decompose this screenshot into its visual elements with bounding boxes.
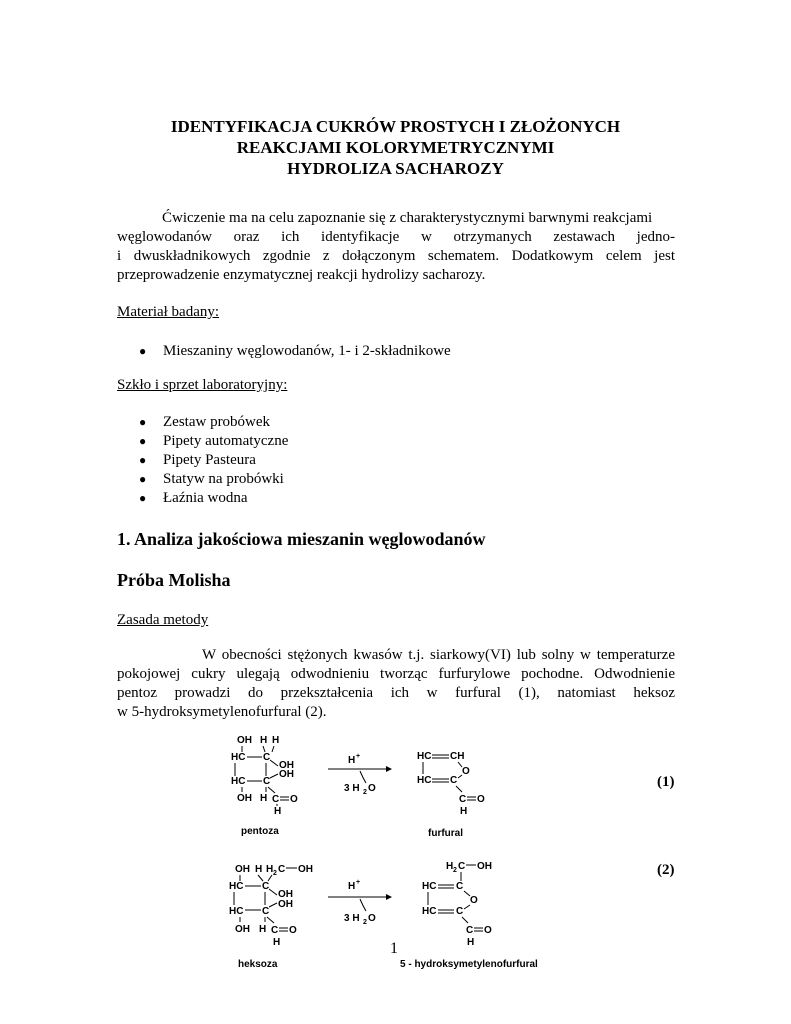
- svg-text:O: O: [368, 913, 376, 924]
- intro-line-1: Ćwiczenie ma na celu zapoznanie się z charakterystycznymi barwnymi reakcjami: [162, 210, 653, 226]
- bullet-icon: ●: [139, 491, 147, 505]
- material-heading: Materiał badany:: [117, 304, 220, 320]
- product-label-1: furfural: [428, 828, 463, 839]
- svg-text:OH: OH: [278, 889, 293, 900]
- title-line-3: HYDROLIZA SACHAROZY: [287, 159, 504, 178]
- section-heading: 1. Analiza jakościowa mieszanin węglowodanów: [117, 529, 486, 549]
- svg-text:H: H: [460, 806, 468, 817]
- equipment-item: ● Łaźnia wodna: [139, 490, 248, 506]
- product-label-2: 5 - hydroksymetylenofurfural: [400, 959, 538, 970]
- svg-text:O: O: [470, 895, 478, 906]
- svg-text:OH: OH: [279, 769, 294, 780]
- svg-text:OH: OH: [237, 735, 252, 746]
- svg-text:H: H: [255, 864, 263, 875]
- intro-line-2: węglowodanów oraz ich identyfikacje w otrzymanych zestawach jedno-: [117, 229, 675, 245]
- equation-number-1: (1): [657, 774, 675, 790]
- svg-text:HC: HC: [231, 776, 246, 787]
- svg-text:H: H: [446, 861, 454, 872]
- svg-text:HC: HC: [422, 906, 437, 917]
- bullet-icon: ●: [139, 415, 147, 429]
- svg-text:OH: OH: [278, 899, 293, 910]
- svg-text:H: H: [260, 735, 268, 746]
- equipment-item: ● Zestaw probówek: [139, 414, 271, 430]
- svg-text:C: C: [272, 794, 280, 805]
- svg-text:HC: HC: [229, 881, 244, 892]
- svg-text:2: 2: [363, 789, 367, 796]
- svg-text:C: C: [271, 925, 279, 936]
- reactant-label-1: pentoza: [241, 826, 279, 837]
- svg-text:HC: HC: [231, 752, 246, 763]
- svg-text:2: 2: [273, 870, 277, 877]
- svg-text:H: H: [467, 937, 475, 948]
- svg-text:C: C: [450, 775, 458, 786]
- svg-text:C: C: [278, 864, 286, 875]
- svg-text:C: C: [263, 776, 271, 787]
- svg-text:C: C: [456, 906, 464, 917]
- svg-text:HC: HC: [417, 751, 432, 762]
- intro-line-4: przeprowadzenie enzymatycznej reakcji hydrolizy sacharozy.: [117, 267, 486, 283]
- svg-text:O: O: [462, 766, 470, 777]
- reaction-1-scheme: [220, 730, 700, 850]
- svg-text:OH: OH: [298, 864, 313, 875]
- molisch-line-2: pokojowej cukry ulegają odwodnieniu tworząc furfurylowe pochodne. Odwodnienie: [117, 666, 675, 682]
- svg-text:H: H: [273, 937, 281, 948]
- svg-text:OH: OH: [279, 760, 294, 771]
- svg-text:C: C: [459, 794, 467, 805]
- svg-text:H: H: [348, 881, 356, 892]
- svg-text:H: H: [260, 793, 268, 804]
- molisch-line-4: w 5-hydroksymetylenofurfural (2).: [117, 704, 327, 720]
- svg-text:C: C: [263, 752, 271, 763]
- svg-text:OH: OH: [237, 793, 252, 804]
- molisch-heading: Próba Molisha: [117, 570, 231, 590]
- svg-text:3 H: 3 H: [344, 783, 360, 794]
- bullet-icon: ●: [139, 472, 147, 486]
- equation-number-2: (2): [657, 862, 675, 878]
- material-item: ● Mieszaniny węglowodanów, 1- i 2-składnikowe: [139, 343, 451, 359]
- svg-text:O: O: [289, 925, 297, 936]
- svg-text:H: H: [266, 864, 274, 875]
- title-line-1: IDENTYFIKACJA CUKRÓW PROSTYCH I ZŁOŻONYCH: [170, 117, 621, 136]
- bullet-icon: ●: [139, 434, 147, 448]
- bullet-icon: ●: [139, 344, 147, 358]
- title-line-2: REAKCJAMI KOLORYMETRYCZNYMI: [236, 138, 555, 157]
- svg-text:O: O: [484, 925, 492, 936]
- svg-text:+: +: [356, 753, 361, 760]
- svg-text:C: C: [262, 906, 270, 917]
- molisch-line-1: W obecności stężonych kwasów t.j. siarkowy(VI) lub solny w temperaturze: [202, 647, 675, 663]
- svg-text:2: 2: [363, 919, 367, 926]
- svg-text:C: C: [458, 861, 466, 872]
- equipment-item: ● Pipety automatyczne: [139, 433, 289, 449]
- svg-text:OH: OH: [235, 864, 250, 875]
- reaction-2-scheme: [220, 855, 700, 980]
- svg-text:HC: HC: [229, 906, 244, 917]
- intro-line-3: i dwuskładnikowych zgodnie z dołączonym schematem. Dodatkowym celem jest: [117, 248, 675, 264]
- svg-text:C: C: [456, 881, 464, 892]
- svg-text:H: H: [348, 755, 356, 766]
- svg-text:C: C: [466, 925, 474, 936]
- svg-text:H: H: [272, 735, 280, 746]
- svg-text:O: O: [477, 794, 485, 805]
- bullet-icon: ●: [139, 453, 147, 467]
- svg-text:OH: OH: [235, 924, 250, 935]
- svg-text:H: H: [259, 924, 267, 935]
- svg-text:C: C: [262, 881, 270, 892]
- equipment-heading: Szkło i sprzet laboratoryjny:: [117, 377, 288, 393]
- svg-text:H: H: [274, 806, 282, 817]
- equipment-item: ● Statyw na probówki: [139, 471, 284, 487]
- svg-text:O: O: [290, 794, 298, 805]
- svg-text:3 H: 3 H: [344, 913, 360, 924]
- svg-text:HC: HC: [422, 881, 437, 892]
- svg-text:CH: CH: [450, 751, 465, 762]
- svg-text:2: 2: [453, 867, 457, 874]
- svg-text:O: O: [368, 783, 376, 794]
- svg-text:HC: HC: [417, 775, 432, 786]
- svg-text:OH: OH: [477, 861, 492, 872]
- equipment-item: ● Pipety Pasteura: [139, 452, 256, 468]
- reactant-label-2: heksoza: [238, 959, 278, 970]
- page-number: 1: [390, 940, 398, 957]
- method-subheading: Zasada metody: [117, 612, 209, 628]
- molisch-line-3: pentoz prowadzi do przekształcenia ich w furfural (1), natomiast heksoz: [117, 685, 675, 701]
- svg-text:+: +: [356, 879, 361, 886]
